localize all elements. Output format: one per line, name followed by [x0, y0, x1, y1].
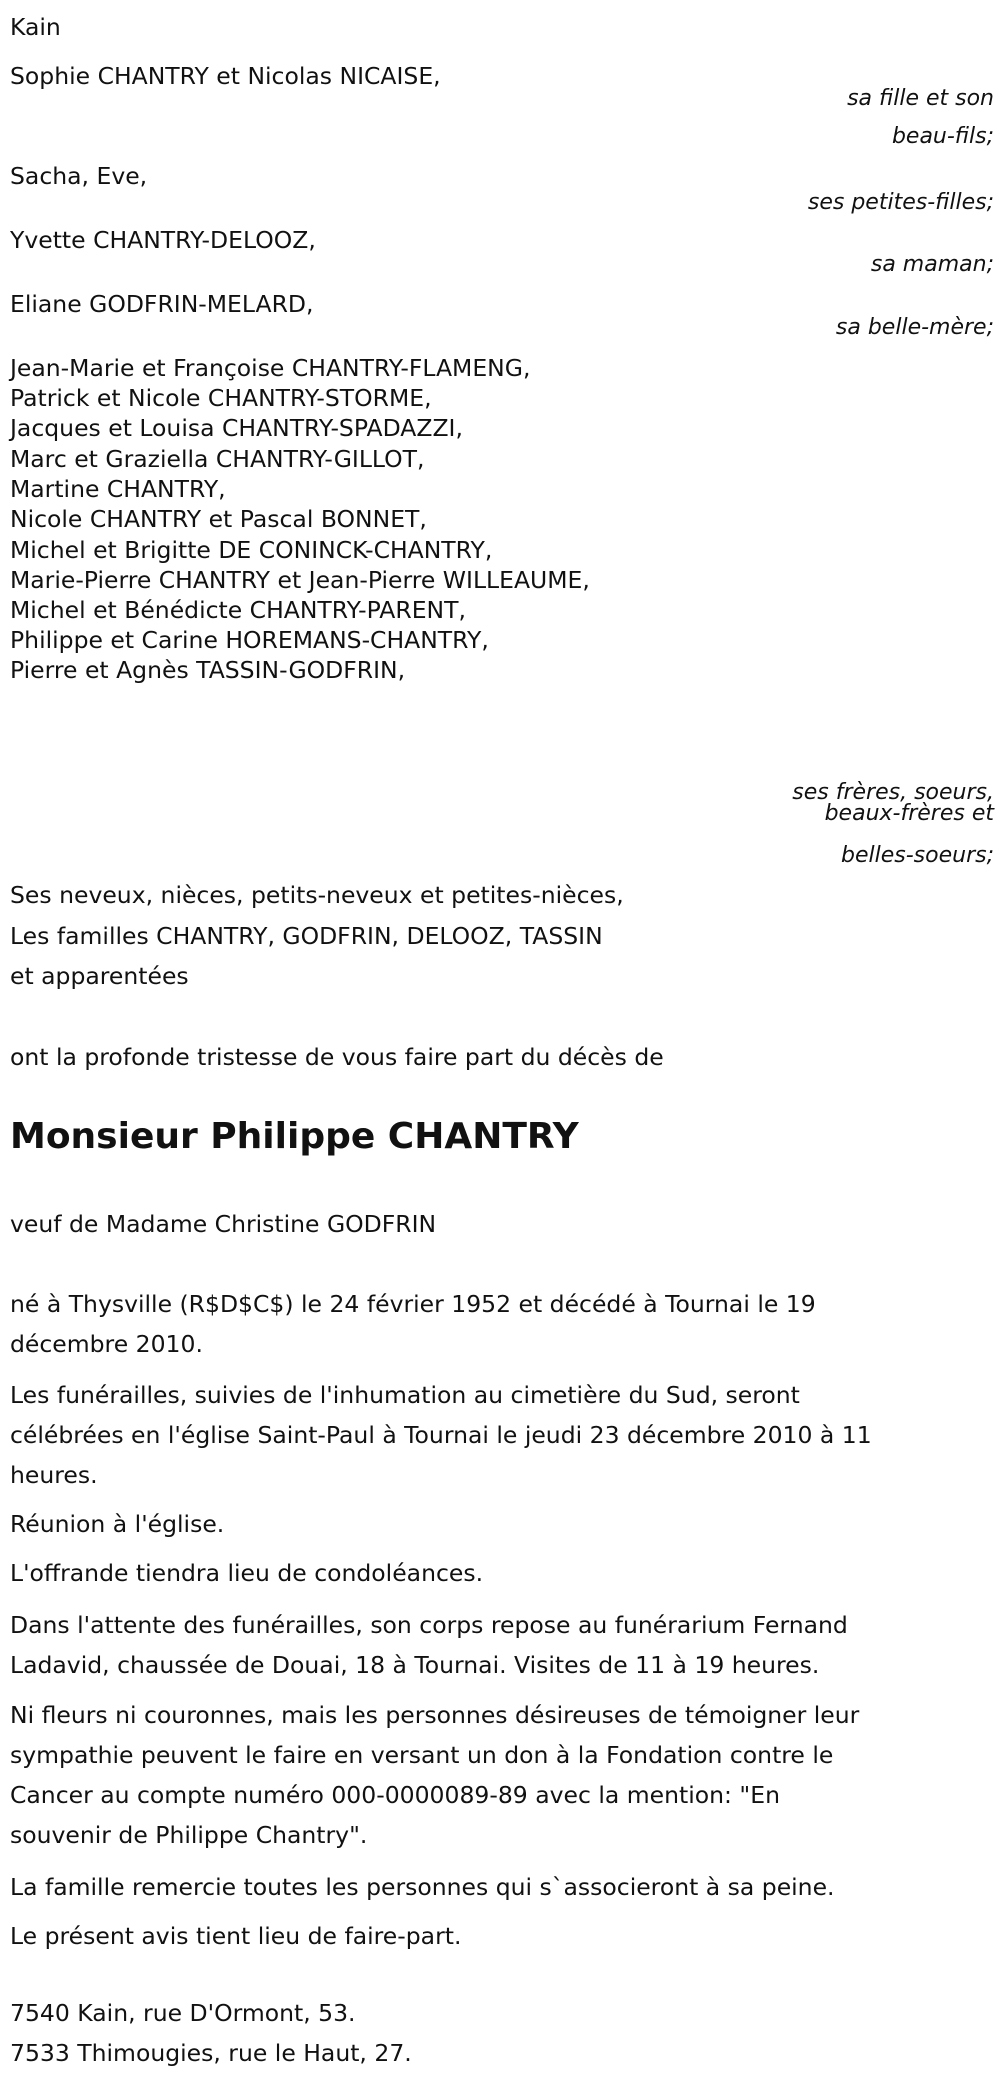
family-names: Eliane GODFRIN-MELARD,: [10, 290, 314, 318]
paragraph-line: Les funérailles, suivies de l'inhumation au cimetière du Sud, seront: [10, 1381, 800, 1409]
family-names: Nicole CHANTRY et Pascal BONNET,: [10, 505, 427, 533]
paragraph-line: Ni fleurs ni couronnes, mais les personnes désireuses de témoigner leur: [10, 1701, 860, 1729]
address: 7540 Kain, rue D'Ormont, 53.: [10, 1999, 356, 2027]
family-names: Yvette CHANTRY-DELOOZ,: [10, 226, 316, 254]
paragraph-line: souvenir de Philippe Chantry".: [10, 1821, 368, 1849]
family-names: Jacques et Louisa CHANTRY-SPADAZZI,: [10, 414, 463, 442]
paragraph-line: Dans l'attente des funérailles, son corps repose au funérarium Fernand: [10, 1611, 848, 1639]
paragraph-line: Ladavid, chaussée de Douai, 18 à Tournai. Visites de 11 à 19 heures.: [10, 1651, 820, 1679]
family-relation: beaux-frères et: [824, 801, 994, 826]
others-line: et apparentées: [10, 962, 189, 990]
others-line: Ses neveux, nièces, petits-neveux et petites-nièces,: [10, 881, 624, 909]
family-names: Marie-Pierre CHANTRY et Jean-Pierre WILLEAUME,: [10, 566, 590, 594]
widower: veuf de Madame Christine GODFRIN: [10, 1210, 437, 1238]
family-relation: beau-fils;: [891, 124, 994, 149]
family-relation: sa belle-mère;: [835, 315, 994, 340]
family-names: Jean-Marie et Françoise CHANTRY-FLAMENG,: [10, 354, 531, 382]
paragraph-line: heures.: [10, 1461, 98, 1489]
family-names: Michel et Bénédicte CHANTRY-PARENT,: [10, 596, 466, 624]
family-names: Pierre et Agnès TASSIN-GODFRIN,: [10, 656, 406, 684]
family-names: Sophie CHANTRY et Nicolas NICAISE,: [10, 62, 441, 90]
others-line: Les familles CHANTRY, GODFRIN, DELOOZ, TASSIN: [10, 922, 603, 950]
announcement: ont la profonde tristesse de vous faire part du décès de: [10, 1043, 664, 1071]
family-names: Patrick et Nicole CHANTRY-STORME,: [10, 384, 432, 412]
paragraph-line: Réunion à l'église.: [10, 1510, 225, 1538]
paragraph-line: L'offrande tiendra lieu de condoléances.: [10, 1559, 484, 1587]
paragraph-line: Le présent avis tient lieu de faire-part.: [10, 1922, 462, 1950]
family-relation: sa maman;: [870, 252, 994, 277]
family-names: Philippe et Carine HOREMANS-CHANTRY,: [10, 626, 489, 654]
paragraph-line: décembre 2010.: [10, 1330, 203, 1358]
deceased-name: Monsieur Philippe CHANTRY: [10, 1116, 579, 1157]
family-relation: ses frères, soeurs,: [792, 780, 994, 805]
paragraph-line: sympathie peuvent le faire en versant un don à la Fondation contre le: [10, 1741, 834, 1769]
family-names: Michel et Brigitte DE CONINCK-CHANTRY,: [10, 536, 493, 564]
family-relation: ses petites-filles;: [807, 190, 994, 215]
location: Kain: [10, 13, 61, 41]
paragraph-line: né à Thysville (R$D$C$) le 24 février 1952 et décédé à Tournai le 19: [10, 1290, 816, 1318]
paragraph-line: célébrées en l'église Saint-Paul à Tournai le jeudi 23 décembre 2010 à 11: [10, 1421, 872, 1449]
family-relation: belles-soeurs;: [841, 843, 994, 868]
paragraph-line: Cancer au compte numéro 000-0000089-89 avec la mention: "En: [10, 1781, 780, 1809]
family-names: Sacha, Eve,: [10, 162, 148, 190]
address: 7533 Thimougies, rue le Haut, 27.: [10, 2039, 412, 2067]
family-relation: sa fille et son: [847, 86, 994, 111]
family-names: Marc et Graziella CHANTRY-GILLOT,: [10, 445, 425, 473]
paragraph-line: La famille remercie toutes les personnes qui s`associeront à sa peine.: [10, 1873, 835, 1901]
family-names: Martine CHANTRY,: [10, 475, 226, 503]
